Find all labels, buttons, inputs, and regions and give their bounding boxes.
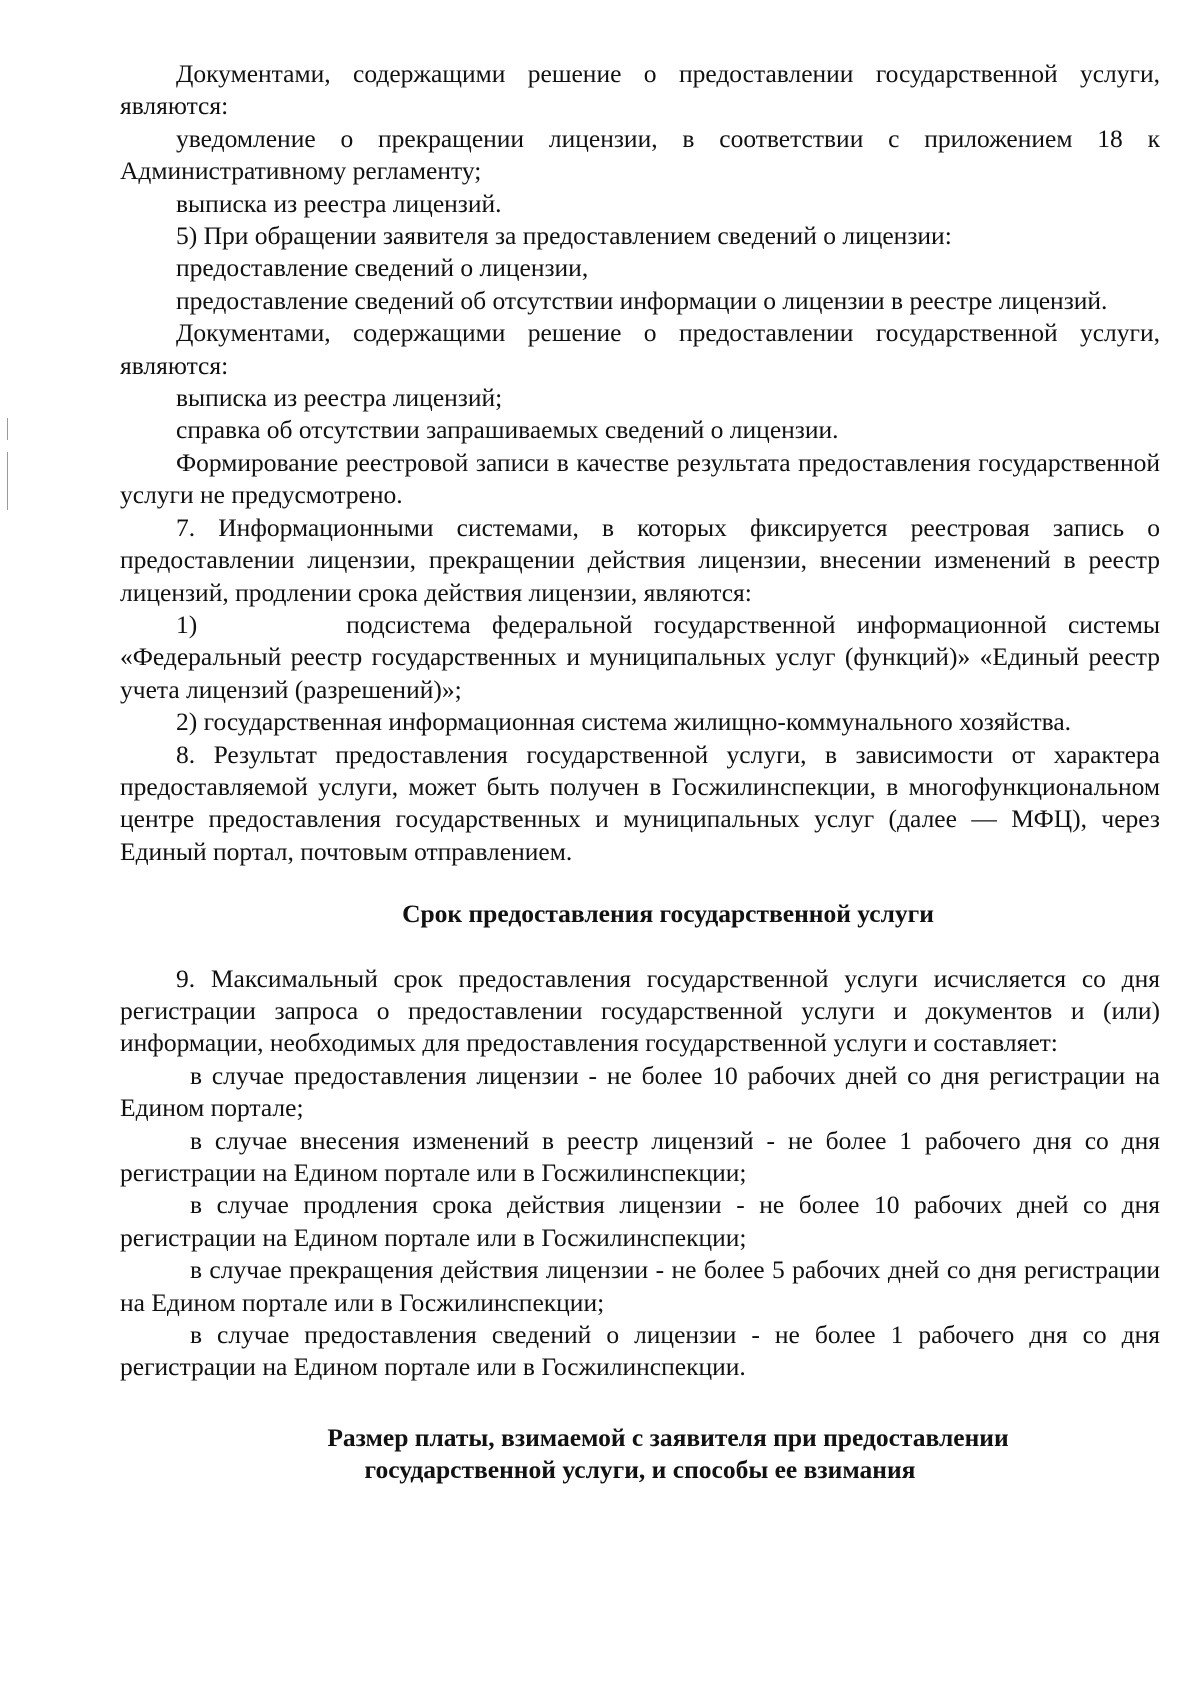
- section-heading: [120, 1422, 1160, 1487]
- paragraph: уведомление о прекращении лицензии, в соответствии с приложением 18 к Административному регламенту;: [120, 123, 1160, 186]
- section-heading-line: Размер платы, взимаемой с заявителя при предоставлении: [327, 1422, 1009, 1452]
- paragraph: предоставление сведений об отсутствии информации о лицензии в реестре лицензий.: [176, 285, 1108, 315]
- paragraph: 9. Максимальный срок предоставления государственной услуги исчисляется со дня регистрации запроса о предоставлении государственной услуги и документов и (или) информации, необходимых для предоставления государственной услуги и составляет:: [120, 963, 1160, 1058]
- list-item: в случае продления срока действия лицензии - не более 10 рабочих дней со дня регистрации на Едином портале или в Госжилинспекции;: [120, 1190, 1160, 1252]
- paragraph: выписка из реестра лицензий;: [176, 383, 503, 413]
- list-item: в случае предоставления сведений о лицензии - не более 1 рабочего дня со дня регистрации на Едином портале или в Госжилинспекции.: [120, 1320, 1160, 1382]
- paragraph: 7. Информационными системами, в которых фиксируется реестровая запись о предоставлении лицензии, прекращении действия лицензии, внесении изменений в реестр лицензий, продлении срока действия лицензии, являются:: [120, 512, 1160, 607]
- paragraph: Формирование реестровой записи в качестве результата предоставления государственной услуги не предусмотрено.: [120, 447, 1160, 510]
- paragraph: выписка из реестра лицензий.: [176, 188, 502, 218]
- paragraph: предоставление сведений о лицензии,: [176, 253, 589, 283]
- list-item: 2) государственная информационная система жилищно-коммунального хозяйства.: [176, 707, 1072, 737]
- paragraph: Документами, содержащими решение о предоставлении государственной услуги, являются:: [120, 318, 1160, 380]
- paragraph: Документами, содержащими решение о предоставлении государственной услуги, являются:: [120, 59, 1160, 121]
- list-item: в случае внесения изменений в реестр лицензий - не более 1 рабочего дня со дня регистрации на Едином портале или в Госжилинспекции;: [120, 1125, 1160, 1187]
- document-body: [120, 58, 1160, 1487]
- section-heading-line: государственной услуги, и способы ее взимания: [364, 1455, 916, 1485]
- list-item: 1) подсистема федеральной государственной информационной системы «Федеральный реестр государственных и муниципальных услуг (функций)» «Единый реестр учета лицензий (разрешений)»;: [120, 609, 1160, 704]
- paragraph: 8. Результат предоставления государственной услуги, в зависимости от характера предоставляемой услуги, может быть получен в Госжилинспекции, в многофункциональном центре предоставления государственных и муниципальных услуг (далее — МФЦ), через Единый портал, почтовым отправлением.: [120, 739, 1160, 866]
- scan-artifact-line: [7, 452, 8, 510]
- section-heading: Срок предоставления государственной услуги: [402, 899, 934, 929]
- scan-artifact-line: [7, 418, 8, 440]
- paragraph: справка об отсутствии запрашиваемых сведений о лицензии.: [176, 415, 839, 445]
- list-item: в случае предоставления лицензии - не более 10 рабочих дней со дня регистрации на Едином портале;: [120, 1060, 1160, 1123]
- paragraph: 5) При обращении заявителя за предоставлением сведений о лицензии:: [176, 221, 952, 251]
- list-item: в случае прекращения действия лицензии - не более 5 рабочих дней со дня регистрации на Едином портале или в Госжилинспекции;: [120, 1255, 1160, 1317]
